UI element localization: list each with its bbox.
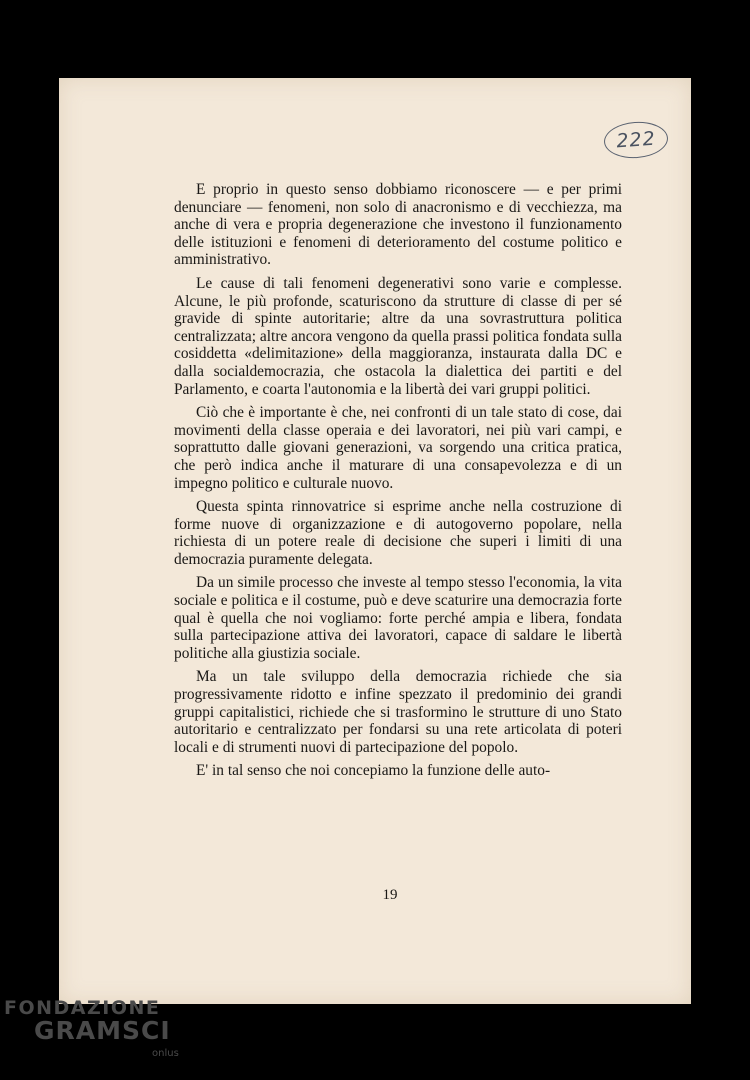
paragraph-6: Ma un tale sviluppo della democrazia richiede che sia progressivamente ridotto e infine spezzato il predominio dei grandi gruppi capitalistici, richiede che si trasformino le strutture di uno Stato autoritario e centralizzato per fondarsi su una rete articolata di poteri locali e di strumenti nuovi di partecipazione del popolo. (174, 668, 622, 756)
watermark-logo-line2: GRAMSCI (34, 1016, 171, 1045)
paragraph-5: Da un simile processo che investe al tempo stesso l'economia, la vita sociale e politica e il costume, può e deve scaturire una democrazia forte qual è quella che noi vogliamo: forte perché ampia e libera, fondata sulla partecipazione attiva dei lavoratori, capace di saldare le libertà politiche alla giustizia sociale. (174, 574, 622, 662)
paragraph-2: Le cause di tali fenomeni degenerativi sono varie e complesse. Alcune, le più profonde, scaturiscono da strutture di classe di per sé gravide di spinte autoritarie; altre da una sovrastruttura politica centralizzata; altre ancora vengono da quella prassi politica fondata sulla cosiddetta «delimitazione» della maggioranza, instaurata dalla DC e dalla socialdemocrazia, che ostacola la dialettica dei partiti e del Parlamento, e coarta l'autonomia e la libertà dei vari gruppi politici. (174, 274, 622, 398)
watermark-logo-line3: onlus (152, 1048, 179, 1059)
archive-number-stamp: 222 (603, 120, 669, 160)
paragraph-4: Questa spinta rinnovatrice si esprime anche nella costruzione di forme nuove di organizzazione e di autogoverno popolare, nella richiesta di un potere reale di decisione che superi i limiti di una democrazia puramente delegata. (174, 498, 622, 568)
body-text (174, 181, 622, 780)
watermark-logo-line1: FONDAZIONE (4, 997, 161, 1019)
paragraph-3: Ciò che è importante è che, nei confronti di un tale stato di cose, dai movimenti della classe operaia e dei lavoratori, nei più vari campi, e soprattutto dalle giovani generazioni, va sorgendo una critica pratica, che però indica anche il maturare di una consapevolezza e di un impegno politico e culturale nuovo. (174, 404, 622, 492)
paragraph-1: E proprio in questo senso dobbiamo riconoscere — e per primi denunciare — fenomeni, non solo di anacronismo e di vecchiezza, ma anche di vera e propria degenerazione che investono il funzionamento delle istituzioni e fenomeni di deterioramento del costume politico e amministrativo. (174, 181, 622, 269)
paragraph-7: E' in tal senso che noi concepiamo la funzione delle auto- (196, 762, 551, 780)
page-number: 19 (382, 887, 398, 903)
